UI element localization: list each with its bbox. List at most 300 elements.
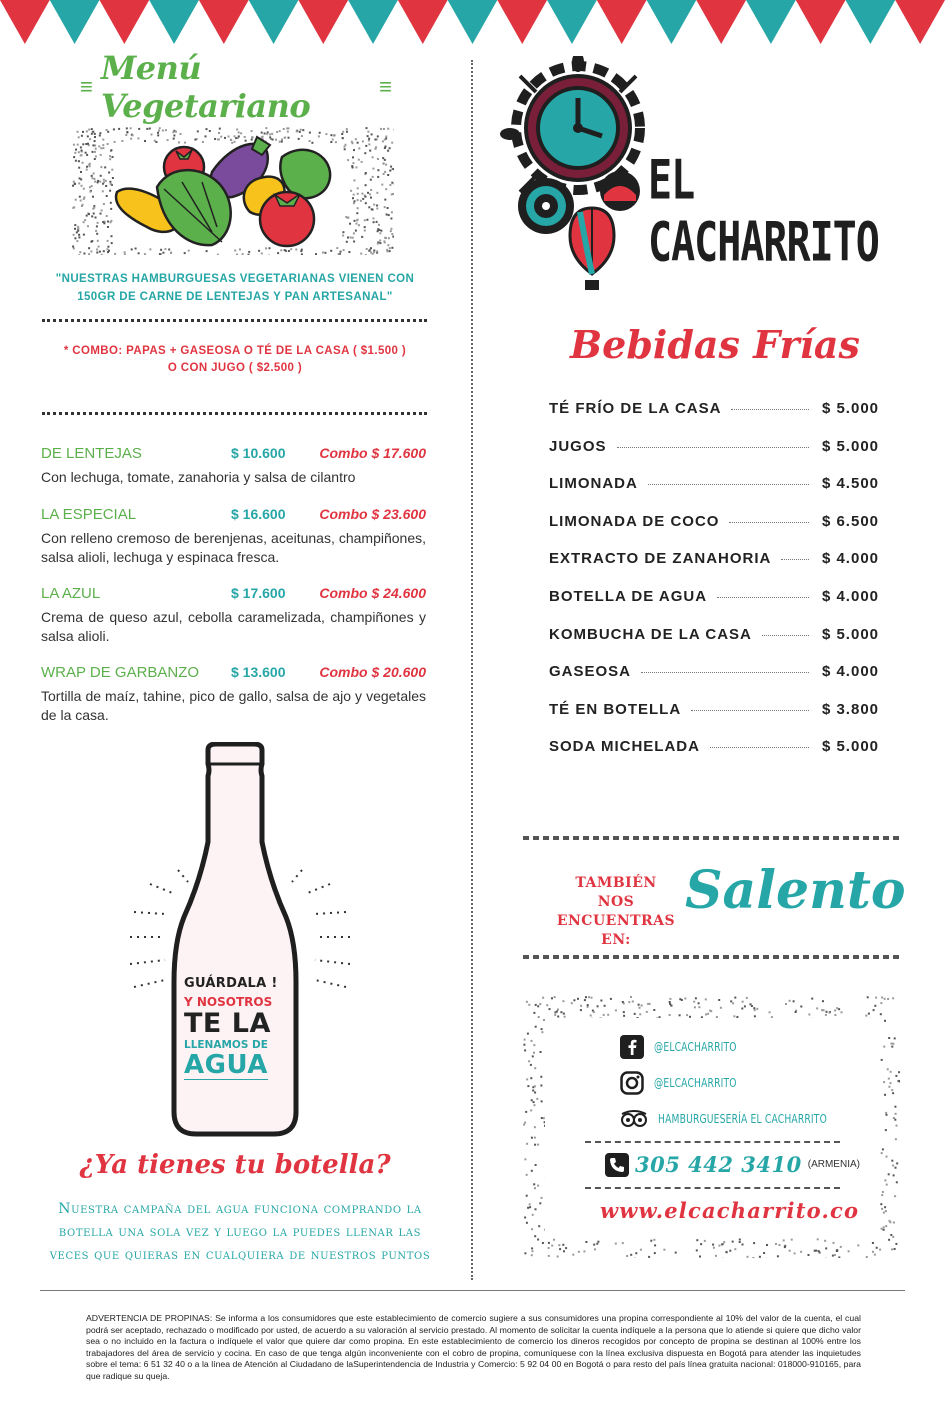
texture-dot	[296, 130, 298, 132]
texture-dot	[360, 253, 362, 255]
texture-dot	[549, 1008, 551, 1010]
texture-dot	[895, 1113, 897, 1115]
texture-dot	[104, 166, 106, 168]
texture-dot	[353, 232, 355, 234]
texture-dot	[597, 1241, 599, 1243]
texture-dot	[882, 1191, 884, 1193]
texture-dot	[300, 129, 302, 131]
texture-dot	[91, 177, 93, 179]
texture-dot	[94, 181, 96, 183]
texture-dot	[109, 158, 111, 160]
texture-dot	[377, 230, 379, 232]
texture-dot	[834, 1254, 836, 1256]
texture-dot	[775, 1243, 777, 1245]
texture-dot	[88, 247, 90, 249]
texture-dot	[653, 1239, 655, 1241]
texture-dot	[557, 1256, 559, 1258]
texture-dot	[597, 1005, 599, 1007]
texture-dot	[373, 204, 375, 206]
texture-dot	[817, 1238, 819, 1240]
texture-dot	[694, 1006, 696, 1008]
texture-dot	[162, 130, 164, 132]
texture-dot	[892, 997, 894, 999]
texture-dot	[756, 1008, 758, 1010]
texture-dot	[698, 1002, 700, 1004]
texture-dot	[881, 997, 883, 999]
texture-dot	[224, 137, 226, 139]
texture-dot	[93, 207, 95, 209]
texture-dot	[330, 250, 332, 252]
texture-dot	[535, 1026, 537, 1028]
texture-dot	[301, 249, 303, 251]
texture-dot	[91, 215, 93, 217]
texture-dot	[885, 1225, 887, 1227]
texture-dot	[126, 127, 128, 129]
texture-dot	[384, 171, 386, 173]
texture-dot	[885, 1129, 887, 1131]
footer-divider	[40, 1290, 905, 1291]
texture-dot	[89, 165, 91, 167]
texture-dot	[669, 1001, 671, 1003]
texture-dot	[330, 134, 332, 136]
texture-dot	[530, 1077, 532, 1079]
bunting-flag	[298, 0, 348, 44]
texture-dot	[884, 1020, 886, 1022]
texture-dot	[103, 250, 105, 252]
texture-dot	[540, 1076, 542, 1078]
texture-dot	[349, 223, 351, 225]
texture-dot	[362, 198, 364, 200]
texture-dot	[834, 1014, 836, 1016]
texture-dot	[251, 130, 253, 132]
texture-dot	[374, 139, 376, 141]
texture-dot	[695, 997, 697, 999]
texture-dot	[754, 1009, 756, 1011]
texture-dot	[309, 140, 311, 142]
texture-dot	[184, 142, 186, 144]
texture-dot	[341, 133, 343, 135]
texture-dot	[639, 1013, 641, 1015]
texture-dot	[573, 999, 575, 1001]
texture-dot	[342, 235, 344, 237]
bunting-flag	[398, 0, 448, 44]
dashed-separator	[523, 835, 901, 841]
texture-dot	[524, 1217, 526, 1219]
texture-dot	[158, 130, 160, 132]
facebook-link[interactable]: @ELCACHARRITO	[620, 1035, 751, 1059]
texture-dot	[390, 166, 392, 168]
texture-dot	[89, 186, 91, 188]
bottle-question: ¿Ya tienes tu botella?	[79, 1150, 391, 1180]
texture-dot	[357, 207, 359, 209]
texture-dot	[848, 1250, 850, 1252]
texture-dot	[384, 237, 386, 239]
texture-dot	[309, 132, 311, 134]
texture-dot	[271, 133, 273, 135]
texture-dot	[892, 1165, 894, 1167]
texture-dot	[389, 250, 391, 252]
texture-dot	[149, 128, 151, 130]
texture-dot	[269, 133, 271, 135]
phone-contact[interactable]: 305 442 3410 (ARMENIA)	[605, 1152, 860, 1177]
texture-dot	[93, 213, 95, 215]
texture-dot	[218, 138, 220, 140]
texture-dot	[144, 253, 146, 255]
texture-dot	[301, 135, 303, 137]
texture-dot	[538, 1225, 540, 1227]
texture-dot	[338, 253, 340, 255]
texture-dot	[836, 1250, 838, 1252]
texture-dot	[763, 1252, 765, 1254]
texture-dot	[345, 144, 347, 146]
texture-dot	[663, 1249, 665, 1251]
texture-dot	[578, 1251, 580, 1253]
texture-dot	[110, 220, 112, 222]
texture-dot	[106, 215, 108, 217]
texture-dot	[715, 1255, 717, 1257]
bunting-flag	[746, 0, 796, 44]
texture-dot	[298, 138, 300, 140]
texture-dot	[73, 156, 75, 158]
texture-dot	[563, 1013, 565, 1015]
texture-dot	[710, 1010, 712, 1012]
salento-location: TAMBIÉN NOS ENCUENTRAS EN: Salento	[556, 860, 906, 948]
texture-dot	[230, 139, 232, 141]
drink-name: TÉ EN BOTELLA	[549, 700, 682, 718]
texture-dot	[696, 1239, 698, 1241]
column-divider	[471, 60, 473, 1280]
texture-dot	[882, 1148, 884, 1150]
texture-dot	[531, 1137, 533, 1139]
texture-dot	[99, 135, 101, 137]
texture-dot	[91, 128, 93, 130]
drink-price: $ 4.000	[821, 587, 879, 605]
texture-dot	[371, 208, 373, 210]
texture-dot	[563, 1250, 565, 1252]
texture-dot	[541, 1100, 543, 1102]
texture-dot	[377, 169, 379, 171]
texture-dot	[205, 135, 207, 137]
texture-dot	[83, 196, 85, 198]
texture-dot	[106, 195, 108, 197]
texture-dot	[319, 132, 321, 134]
texture-dot	[138, 252, 140, 254]
texture-dot	[106, 129, 108, 131]
texture-dot	[560, 1011, 562, 1013]
burger-item-lentejas: DE LENTEJAS $ 10.600 Combo $ 17.600 Con lechuga, tomate, zanahoria y salsa de cilantro	[41, 445, 426, 485]
texture-dot	[78, 182, 80, 184]
texture-dot	[135, 248, 137, 250]
texture-dot	[73, 206, 75, 208]
tripadvisor-link[interactable]: HAMBURGUESERÍA EL CACHARRITO	[620, 1107, 857, 1131]
texture-dot	[206, 250, 208, 252]
texture-dot	[524, 1049, 526, 1051]
texture-dot	[841, 1011, 843, 1013]
texture-dot	[370, 247, 372, 249]
texture-dot	[159, 127, 161, 129]
texture-dot	[365, 202, 367, 204]
texture-dot	[330, 141, 332, 143]
texture-dot	[525, 1111, 527, 1113]
dot-leader	[729, 522, 809, 523]
texture-dot	[530, 1064, 532, 1066]
texture-dot	[890, 1082, 892, 1084]
texture-dot	[829, 1012, 831, 1014]
drink-item	[549, 738, 879, 776]
dashed-separator	[523, 954, 901, 960]
texture-dot	[202, 141, 204, 143]
texture-dot	[584, 999, 586, 1001]
texture-dot	[95, 217, 97, 219]
texture-dot	[534, 1235, 536, 1237]
texture-dot	[391, 142, 393, 144]
texture-dot	[556, 1011, 558, 1013]
texture-dot	[73, 144, 75, 146]
texture-dot	[889, 1221, 891, 1223]
texture-dot	[90, 241, 92, 243]
texture-dot	[365, 172, 367, 174]
drink-price: $ 5.000	[821, 437, 879, 455]
texture-dot	[539, 1003, 541, 1005]
bunting-flag	[846, 0, 896, 44]
texture-dot	[73, 234, 75, 236]
texture-dot	[79, 251, 81, 253]
texture-dot	[888, 1037, 890, 1039]
texture-dot	[92, 196, 94, 198]
texture-dot	[893, 1174, 895, 1176]
vegetables-illustration	[72, 127, 394, 255]
texture-dot	[77, 226, 79, 228]
texture-dot	[361, 236, 363, 238]
texture-dot	[102, 147, 104, 149]
bunting-flag	[199, 0, 249, 44]
texture-dot	[146, 128, 148, 130]
texture-dot	[72, 185, 74, 187]
brand-name: EL CACHARRITO	[648, 150, 879, 275]
drink-name: KOMBUCHA DE LA CASA	[549, 625, 752, 643]
texture-dot	[887, 998, 889, 1000]
texture-dot	[372, 156, 374, 158]
texture-dot	[377, 135, 379, 137]
texture-dot	[766, 1244, 768, 1246]
texture-dot	[288, 137, 290, 139]
texture-dot	[739, 1241, 741, 1243]
texture-dot	[344, 146, 346, 148]
texture-dot	[785, 1003, 787, 1005]
texture-dot	[219, 128, 221, 130]
texture-dot	[539, 1202, 541, 1204]
dotted-separator	[42, 319, 427, 322]
texture-dot	[587, 1004, 589, 1006]
texture-dot	[557, 1009, 559, 1011]
website-link[interactable]: www.elcacharrito.co	[600, 1198, 860, 1223]
texture-dot	[342, 231, 344, 233]
texture-dot	[110, 202, 112, 204]
texture-dot	[526, 1195, 528, 1197]
texture-dot	[94, 133, 96, 135]
texture-dot	[283, 128, 285, 130]
texture-dot	[88, 213, 90, 215]
texture-dot	[88, 253, 90, 255]
drink-price: $ 5.000	[821, 400, 879, 417]
texture-dot	[348, 251, 350, 253]
texture-dot	[895, 1167, 897, 1169]
texture-dot	[541, 1117, 543, 1119]
texture-dot	[387, 150, 389, 152]
drink-name: LIMONADA DE COCO	[549, 512, 720, 530]
texture-dot	[101, 254, 103, 255]
texture-dot	[548, 1247, 550, 1249]
texture-dot	[705, 1013, 707, 1015]
texture-dot	[881, 1152, 883, 1154]
texture-dot	[387, 244, 389, 246]
texture-dot	[95, 148, 97, 150]
texture-dot	[824, 1240, 826, 1242]
texture-dot	[394, 129, 395, 131]
drink-price: $ 3.800	[821, 700, 879, 718]
texture-dot	[875, 997, 877, 999]
texture-dot	[654, 1252, 656, 1254]
texture-dot	[693, 1001, 695, 1003]
texture-dot	[583, 1250, 585, 1252]
texture-dot	[531, 1170, 533, 1172]
texture-dot	[577, 998, 579, 1000]
texture-dot	[635, 1252, 637, 1254]
dot-leader	[731, 409, 809, 410]
texture-dot	[228, 136, 230, 138]
texture-dot	[99, 181, 101, 183]
texture-dot	[105, 185, 107, 187]
texture-dot	[541, 1028, 543, 1030]
texture-dot	[77, 144, 79, 146]
texture-dot	[816, 1007, 818, 1009]
texture-dot	[352, 156, 354, 158]
texture-dot	[99, 132, 101, 134]
texture-dot	[739, 1239, 741, 1241]
texture-dot	[823, 1009, 825, 1011]
texture-dot	[112, 156, 114, 158]
texture-dot	[639, 1007, 641, 1009]
bunting-flag	[348, 0, 398, 44]
texture-dot	[883, 1226, 885, 1228]
texture-dot	[358, 147, 360, 149]
drink-price: $ 4.000	[821, 663, 879, 681]
texture-dot	[99, 251, 101, 253]
sparkle-right-icon: ≡	[379, 74, 390, 99]
texture-dot	[82, 162, 84, 164]
texture-dot	[384, 159, 386, 161]
texture-dot	[537, 1185, 539, 1187]
texture-dot	[532, 1090, 534, 1092]
texture-dot	[355, 230, 357, 232]
texture-dot	[240, 132, 242, 134]
drink-price: $ 4.000	[821, 550, 879, 568]
texture-dot	[696, 1249, 698, 1251]
texture-dot	[894, 1106, 896, 1108]
texture-dot	[534, 1085, 536, 1087]
texture-dot	[825, 1014, 827, 1016]
texture-dot	[641, 1005, 643, 1007]
texture-dot	[391, 182, 393, 184]
texture-dot	[705, 998, 707, 1000]
texture-dot	[712, 1244, 714, 1246]
texture-dot	[251, 139, 253, 141]
texture-dot	[371, 133, 373, 135]
texture-dot	[73, 181, 75, 183]
texture-dot	[269, 247, 271, 249]
texture-dot	[367, 131, 369, 133]
texture-dot	[295, 249, 297, 251]
texture-dot	[376, 221, 378, 223]
texture-dot	[121, 140, 123, 142]
texture-dot	[868, 1013, 870, 1015]
texture-dot	[100, 175, 102, 177]
texture-dot	[565, 1247, 567, 1249]
texture-dot	[535, 1208, 537, 1210]
texture-dot	[98, 246, 100, 248]
texture-dot	[873, 1009, 875, 1011]
texture-dot	[886, 1156, 888, 1158]
texture-dot	[534, 1126, 536, 1128]
texture-dot	[98, 145, 100, 147]
texture-dot	[388, 237, 390, 239]
texture-dot	[372, 253, 374, 255]
texture-dot	[78, 160, 80, 162]
texture-dot	[78, 136, 80, 138]
texture-dot	[74, 228, 76, 230]
texture-dot	[81, 185, 83, 187]
texture-dot	[832, 1255, 834, 1257]
texture-dot	[114, 141, 116, 143]
drink-name: EXTRACTO DE ZANAHORIA	[549, 550, 772, 568]
texture-dot	[384, 206, 386, 208]
texture-dot	[97, 240, 99, 242]
texture-dot	[632, 1001, 634, 1003]
texture-dot	[151, 134, 153, 136]
texture-dot	[542, 997, 544, 999]
texture-dot	[83, 188, 85, 190]
texture-dot	[732, 1241, 734, 1243]
texture-dot	[730, 1000, 732, 1002]
texture-dot	[383, 163, 385, 165]
texture-dot	[77, 230, 79, 232]
texture-dot	[81, 150, 83, 152]
texture-dot	[102, 139, 104, 141]
instagram-link[interactable]: @ELCACHARRITO	[620, 1071, 751, 1095]
texture-dot	[650, 1240, 652, 1242]
texture-dot	[532, 1214, 534, 1216]
texture-dot	[350, 190, 352, 192]
texture-dot	[554, 996, 556, 998]
salento-city: Salento	[685, 860, 906, 921]
texture-dot	[533, 1101, 535, 1103]
texture-dot	[86, 215, 88, 217]
texture-dot	[369, 150, 371, 152]
texture-dot	[377, 158, 379, 160]
texture-dot	[92, 131, 94, 133]
phone-icon	[605, 1153, 629, 1177]
texture-dot	[353, 149, 355, 151]
texture-dot	[895, 1075, 897, 1077]
texture-dot	[390, 228, 392, 230]
texture-dot	[524, 1252, 526, 1254]
texture-dot	[86, 169, 88, 171]
texture-dot	[808, 1014, 810, 1016]
drink-name: SODA MICHELADA	[549, 738, 700, 756]
texture-dot	[94, 140, 96, 142]
drink-item	[549, 663, 879, 701]
texture-dot	[800, 1006, 802, 1008]
